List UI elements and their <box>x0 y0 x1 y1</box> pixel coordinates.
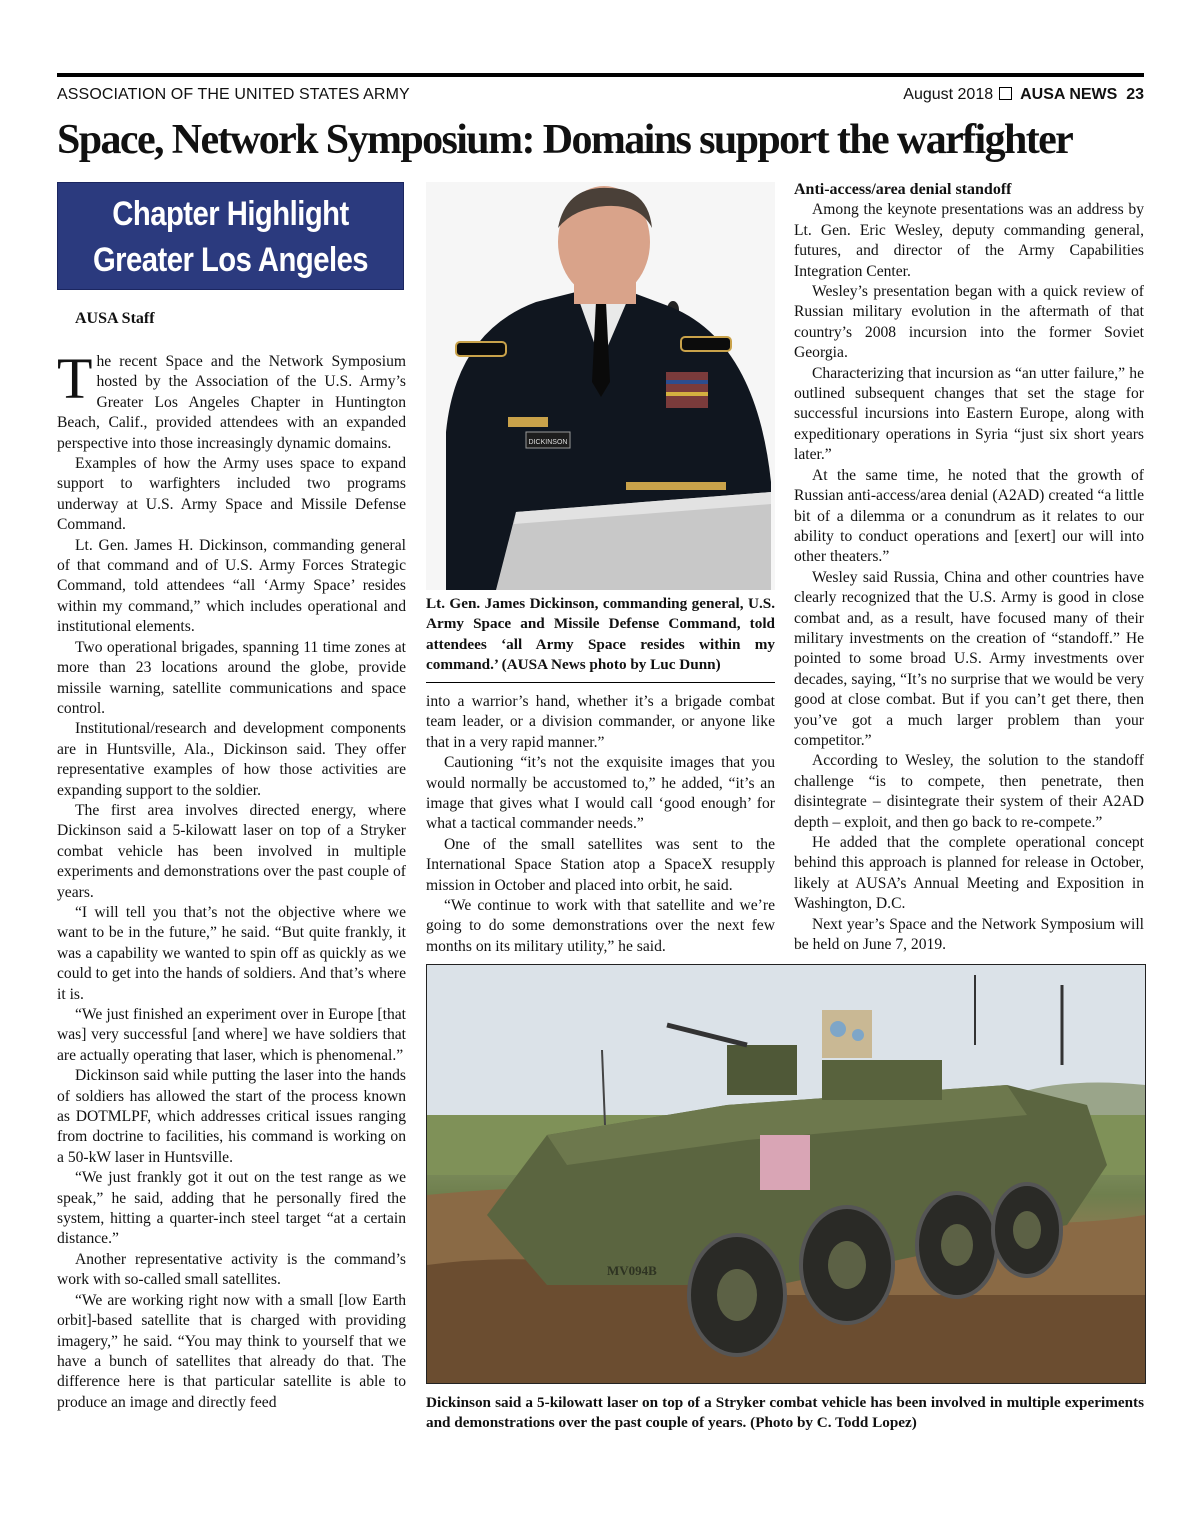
article-column-1 <box>57 346 406 1413</box>
photo-caption-stryker: Dickinson said a 5-kilowatt laser on top of a Stryker combat vehicle has been involved in multiple experiments and demonstrations over the past couple of years. (Photo by C. Todd Lopez) <box>426 1394 1144 1432</box>
body-paragraph: According to Wesley, the solution to the standoff challenge “is to compete, then penetrate, then disintegrate – disintegrate their system of their A2AD depth – exploit, and then go back to re-compete.” <box>794 752 1144 831</box>
issue-date: August 2018 <box>903 86 994 103</box>
publication-name: AUSA NEWS <box>1020 86 1118 103</box>
issue-info <box>903 86 1144 104</box>
lead-paragraph <box>57 346 406 454</box>
chapter-highlight-title: Chapter Highlight <box>112 195 349 233</box>
headline: Space, Network Symposium: Domains support the warfighter <box>57 117 1073 163</box>
body-paragraph: “We are working right now with a small [low Earth orbit]-based satellite that is charged with providing imagery,” he said. “You may think to yourself that we have a bunch of satellites that already do that. The difference here is that particular satellite is able to produce an image and directly feed <box>57 1291 406 1411</box>
body-paragraph: Two operational brigades, spanning 11 time zones at more than 23 locations around the globe, provide missile warning, satellite communications and space control. <box>57 638 406 717</box>
body-paragraph: “We just frankly got it out on the test range as we speak,” he said, adding that he personally fired the system, hitting a quarter-inch steel target “at a certain distance.” <box>57 1169 406 1248</box>
article-column-3 <box>794 180 1144 955</box>
officer-photo-illustration <box>426 182 775 590</box>
body-paragraph: One of the small satellites was sent to the International Space Station atop a SpaceX resupply mission in October and placed into orbit, he said. <box>426 835 775 894</box>
byline: AUSA Staff <box>75 310 155 327</box>
body-paragraph: At the same time, he noted that the growth of Russian anti-access/area denial (A2AD) created “a little bit of a dilemma or a conundrum as it relates to our ability to conduct operations and [exert] our will into other theaters.” <box>794 466 1144 566</box>
chapter-name: Greater Los Angeles <box>92 241 369 279</box>
body-paragraph: Wesley’s presentation began with a quick review of Russian military evolution in the aftermath of that country’s 2008 incursion into the former Soviet Georgia. <box>794 283 1144 362</box>
body-paragraph: He added that the complete operational concept behind this approach is planned for release in October, likely at AUSA’s Annual Meeting and Exposition in Washington, D.C. <box>794 834 1144 913</box>
organization-name: ASSOCIATION OF THE UNITED STATES ARMY <box>57 86 410 103</box>
lead-text: he recent Space and the Network Symposium hosted by the Association of the U.S. Army’s Greater Los Angeles Chapter in Huntington Beach, Calif., provided attendees with an expanded perspective into those increasingly dynamic domains. <box>57 353 406 452</box>
chapter-highlight-box <box>57 182 404 290</box>
caption-rule <box>426 682 775 683</box>
page-number: 23 <box>1126 86 1144 103</box>
continued-paragraph: into a warrior’s hand, whether it’s a brigade combat team leader, or a division commander, or anyone like that in a very rapid manner.” <box>426 693 775 751</box>
body-paragraph: Wesley said Russia, China and other countries have clearly recognized that the U.S. Army is good in close combat and, as a result, have focused many of their military investments on the creation of “standoff.” He pointed to some broad U.S. Army investments over decades, saying, “It’s no surprise that we would be very good at close combat. But if you can’t get there, then you’ve got a much larger problem than your competitor.” <box>794 568 1144 749</box>
section-subhead: Anti-access/area denial standoff <box>794 181 1012 198</box>
body-paragraph: Examples of how the Army uses space to expand support to warfighters included two programs underway at U.S. Army Space and Missile Defense Command. <box>57 455 406 534</box>
body-paragraph: Next year’s Space and the Network Symposium will be held on June 7, 2019. <box>794 915 1144 954</box>
square-bullet-icon <box>999 87 1012 100</box>
article-column-2 <box>426 692 775 957</box>
photo-stryker-vehicle <box>426 964 1146 1384</box>
drop-cap: T <box>57 346 93 411</box>
vehicle-hull-number: MV094B <box>607 1263 657 1278</box>
body-paragraph: “I will tell you that’s not the objective where we want to be in the future,” he said. “But quite frankly, it was a capability we wanted to spin off as quickly as we could to get into the hands of soldiers. And that’s where it is. <box>57 903 406 1003</box>
header-rule <box>57 73 1144 77</box>
body-paragraph: Cautioning “it’s not the exquisite images that you would normally be accustomed to,” he added, “it’s an image that gives what I would call ‘good enough’ for what a tactical commander needs.” <box>426 754 775 833</box>
body-paragraph: Characterizing that incursion as “an utter failure,” he outlined subsequent changes that set the stage for successful incursions into Eastern Europe, along with expeditionary operations in Syria “just six short years later.” <box>794 364 1144 464</box>
photo-caption-dickinson: Lt. Gen. James Dickinson, commanding general, U.S. Army Space and Missile Defense Command, told attendees ‘all Army Space resides within my command.’ (AUSA News photo by Luc Dunn) <box>426 595 775 674</box>
body-paragraph: Institutional/research and development components are in Huntsville, Ala., Dickinson said. They offer representative examples of how those activities are expanding support to the soldier. <box>57 720 406 799</box>
body-paragraph: Among the keynote presentations was an address by Lt. Gen. Eric Wesley, deputy commanding general, futures, and director of the Army Capabilities Integration Center. <box>794 201 1144 280</box>
body-paragraph: Dickinson said while putting the laser into the hands of soldiers has allowed the start of the process known as DOTMLPF, which addresses critical issues ranging from doctrine to facilities, his command is working on a 50-kW laser in Huntsville. <box>57 1067 406 1166</box>
photo-dickinson <box>426 182 775 590</box>
body-paragraph: “We just finished an experiment over in Europe [that was] very successful [and where] we have soldiers that are actually operating that laser, which is phenomenal.” <box>57 1006 406 1064</box>
body-paragraph: Another representative activity is the command’s work with so-called small satellites. <box>57 1250 406 1289</box>
nametag-text: DICKINSON <box>528 439 568 446</box>
body-paragraph: Lt. Gen. James H. Dickinson, commanding general of that command and of U.S. Army Forces Strategic Command, told attendees “all ‘Army Space’ resides within my command,” which includes operational and institutional elements. <box>57 536 406 636</box>
stryker-photo-illustration <box>427 965 1145 1383</box>
body-paragraph: The first area involves directed energy, where Dickinson said a 5-kilowatt laser on top of a Stryker combat vehicle has been involved in multiple experiments and demonstrations over the past couple of years. <box>57 801 406 901</box>
body-paragraph: “We continue to work with that satellite and we’re going to do some demonstrations over the next few months on its military utility,” he said. <box>426 897 775 955</box>
